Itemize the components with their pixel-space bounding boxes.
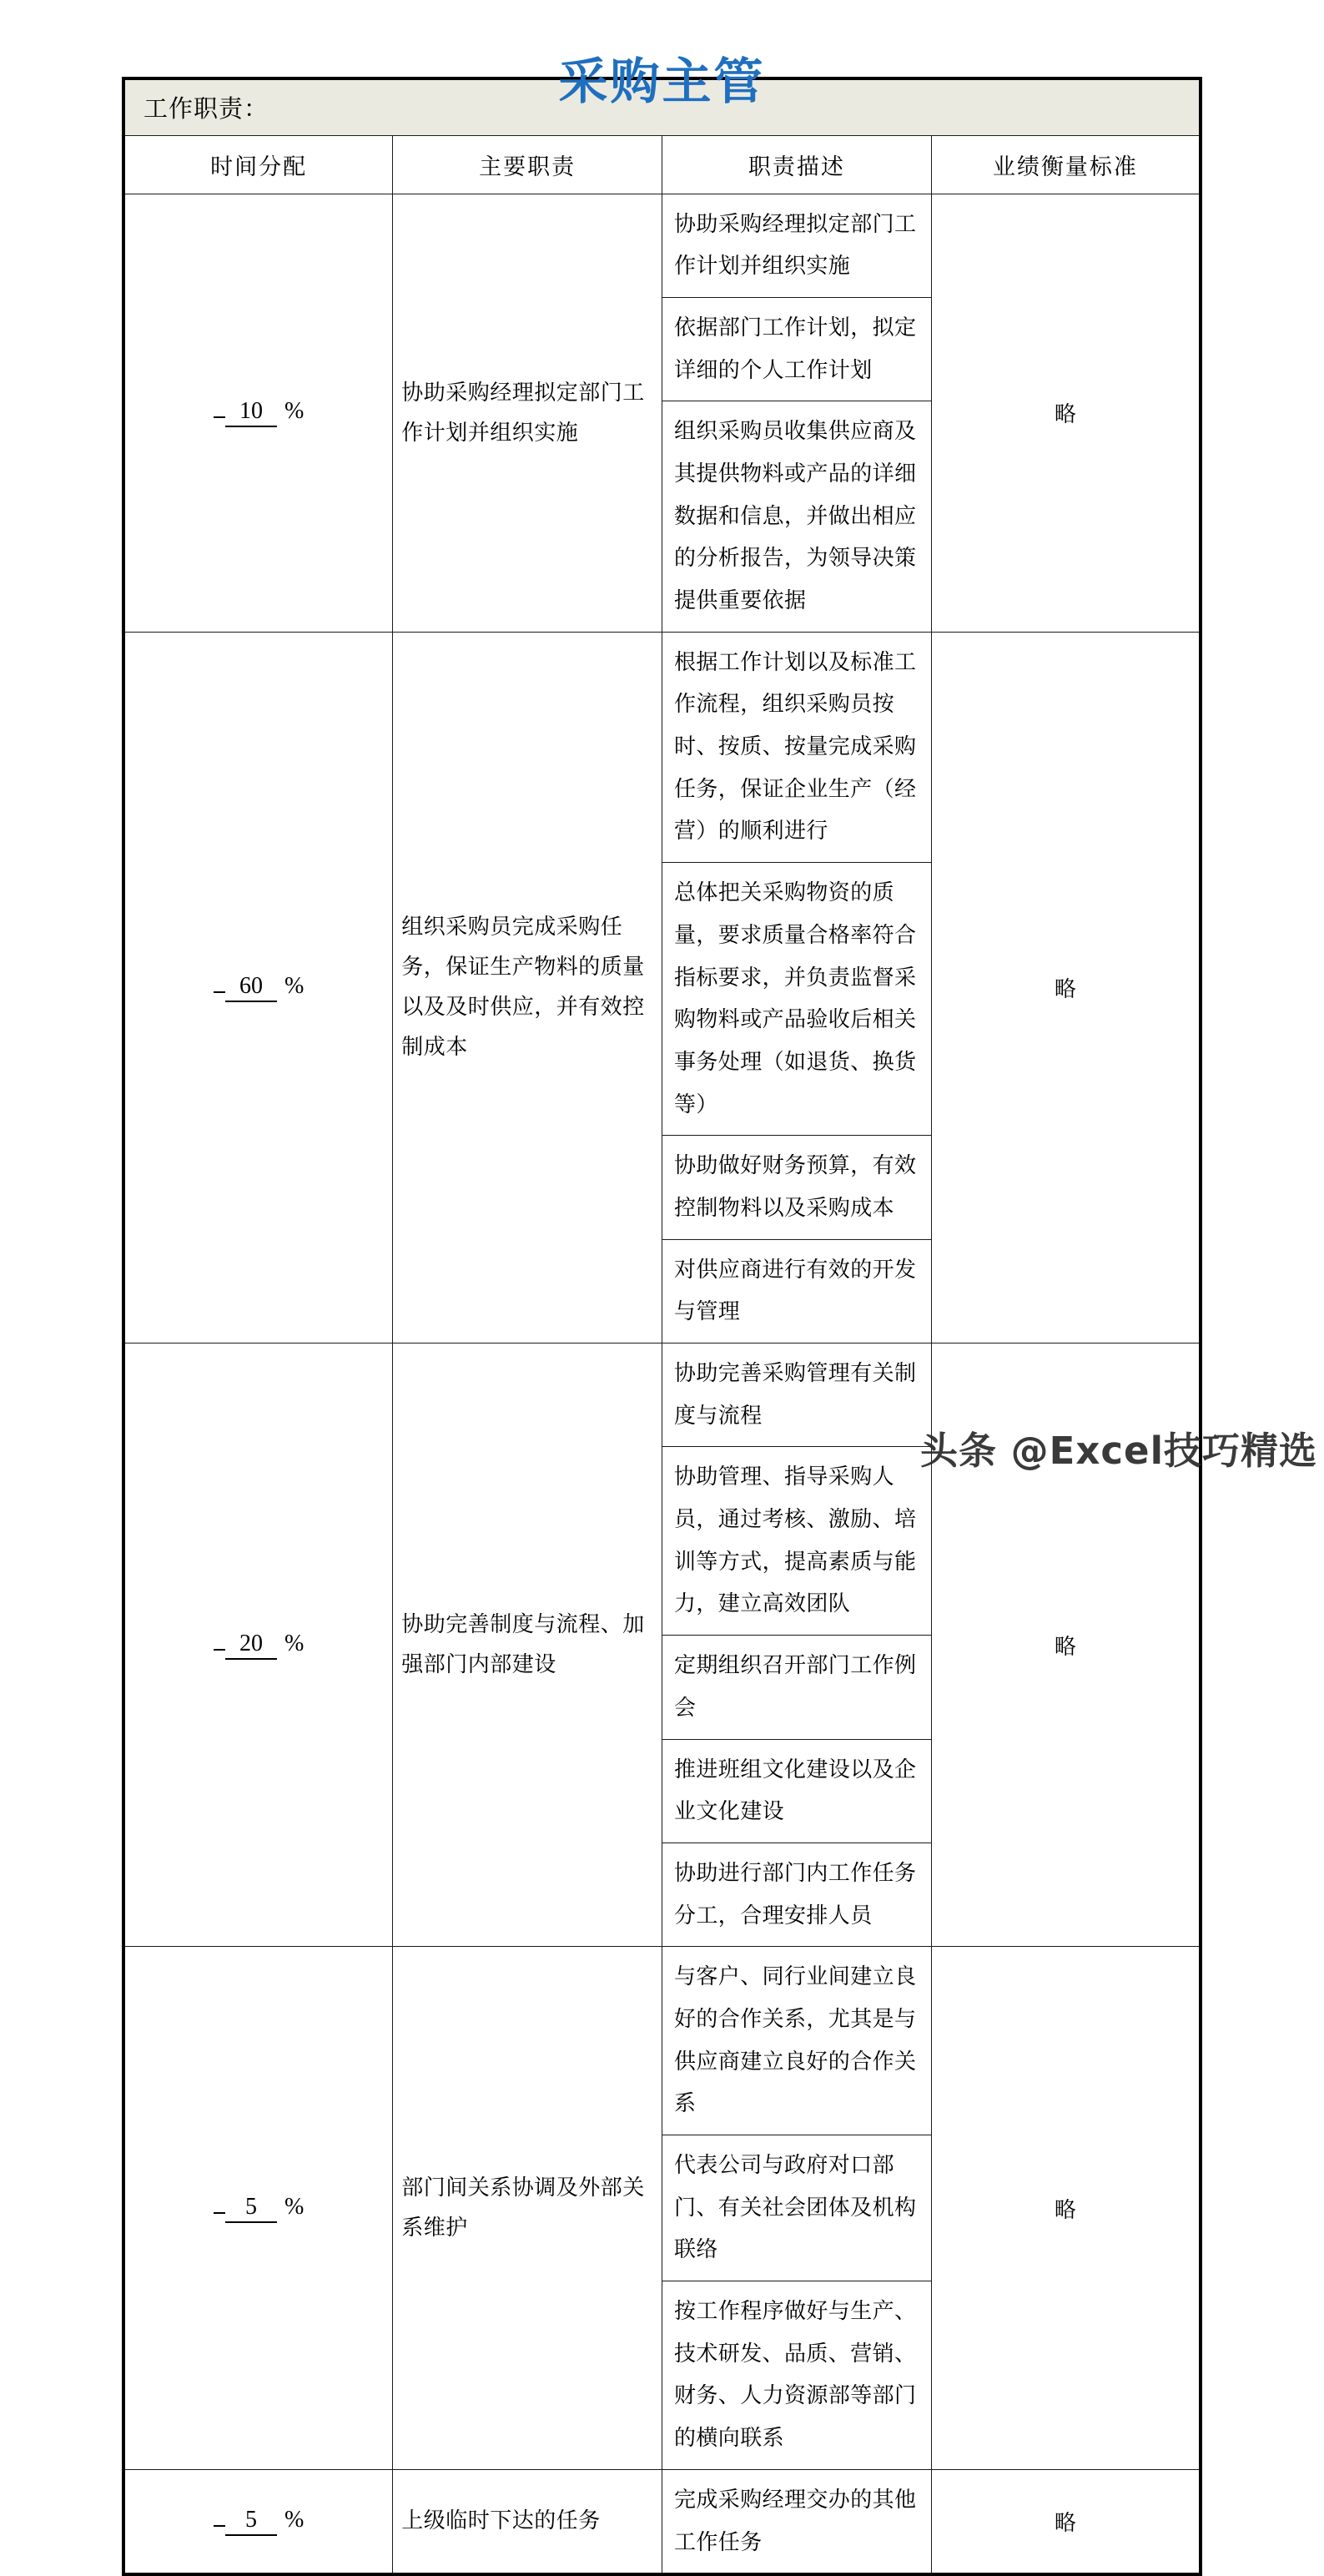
percent-symbol: %: [284, 2507, 305, 2533]
percent-symbol: %: [284, 2193, 305, 2220]
time-allocation-value: 5: [225, 2194, 277, 2223]
duty-description-row: [662, 297, 931, 401]
job-description-table: [122, 77, 1202, 2576]
duty-description-item: 总体把关采购物资的质量，要求质量合格率符合指标要求，并负责监督采购物料或产品验收后相关事务处理（如退货、换货等）: [662, 863, 931, 1136]
duty-description-row: [662, 2470, 931, 2573]
duty-description-list: [662, 1947, 931, 2469]
duty-description-row: [662, 1947, 931, 2135]
watermark: 头条 @Excel技巧精选: [919, 1429, 1317, 1473]
duty-description-cell: [662, 632, 932, 1343]
duty-description-item: 对供应商进行有效的开发与管理: [674, 1257, 917, 1324]
duty-description-row: [662, 1636, 931, 1739]
duty-description-item: 根据工作计划以及标准工作流程，组织采购员按时、按质、按量完成采购任务，保证企业生产（经营）的顺利进行: [662, 633, 931, 863]
page-title: 采购主管: [558, 53, 766, 110]
table-row: [123, 1343, 1201, 1947]
time-allocation-value: 60: [225, 973, 277, 1002]
duty-description-list: [662, 2470, 931, 2573]
duty-description-cell: [662, 1343, 932, 1947]
time-allocation-cell: [123, 1343, 393, 1947]
time-allocation-value: 5: [225, 2507, 277, 2536]
duty-description-row: [662, 401, 931, 632]
duty-description-item: 组织采购员收集供应商及其提供物料或产品的详细数据和信息，并做出相应的分析报告，为领导决策提供重要依据: [674, 419, 917, 612]
job-description-table-wrapper: [122, 77, 1202, 2576]
performance-measure-cell: 略: [931, 1343, 1201, 1947]
performance-measure-cell: 略: [931, 1947, 1201, 2470]
duty-description-row: [662, 1239, 931, 1343]
performance-measure-cell: 略: [931, 632, 1201, 1343]
duty-description-row: [662, 194, 931, 298]
duty-description-item: 协助进行部门内工作任务分工，合理安排人员: [674, 1860, 917, 1928]
duty-description-row: [662, 1136, 931, 1239]
percent-symbol: %: [284, 398, 305, 425]
time-allocation-cell: [123, 2469, 393, 2574]
duty-description-item: 代表公司与政府对口部门、有关社会团体及机构联络: [662, 2135, 931, 2281]
duty-description-item: 按工作程序做好与生产、技术研发、品质、营销、财务、人力资源部等部门的横向联系: [674, 2299, 917, 2451]
duty-description-row: [662, 1343, 931, 1447]
percent-symbol: %: [284, 1630, 305, 1656]
table-row: [123, 194, 1201, 632]
percent-symbol: %: [284, 972, 305, 999]
duty-description-row: [662, 633, 931, 863]
duty-description-item: 完成采购经理交办的其他工作任务: [674, 2487, 917, 2554]
table-row: [123, 632, 1201, 1343]
duty-description-item: 与客户、同行业间建立良好的合作关系，尤其是与供应商建立良好的合作关系: [662, 1947, 931, 2135]
time-allocation-rule: [214, 1649, 225, 1651]
duty-description-item: 定期组织召开部门工作例会: [662, 1636, 931, 1739]
time-allocation-rule: [214, 2525, 225, 2527]
time-allocation-value: 10: [225, 398, 277, 427]
time-allocation-rule: [214, 2212, 225, 2214]
duty-description-item: 依据部门工作计划，拟定详细的个人工作计划: [662, 297, 931, 401]
column-header-row: [123, 135, 1201, 194]
performance-measure-cell: 略: [931, 194, 1201, 632]
main-duty-cell: 部门间关系协调及外部关系维护: [393, 1947, 662, 2470]
time-allocation-rule: [214, 416, 225, 418]
duty-description-cell: [662, 2469, 932, 2574]
column-header-description: 职责描述: [662, 135, 932, 194]
main-duty-cell: 上级临时下达的任务: [393, 2469, 662, 2574]
column-header-duty: 主要职责: [393, 135, 662, 194]
duty-description-item: 协助采购经理拟定部门工作计划并组织实施: [662, 194, 931, 298]
section-band-label: 工作职责：: [123, 78, 1201, 135]
duty-description-row: [662, 863, 931, 1136]
duty-description-row: [662, 1447, 931, 1636]
duty-description-cell: [662, 194, 932, 632]
duty-description-item: 协助做好财务预算，有效控制物料以及采购成本: [662, 1136, 931, 1239]
main-duty-cell: 协助采购经理拟定部门工作计划并组织实施: [393, 194, 662, 632]
duty-description-row: [662, 2281, 931, 2469]
duty-description-item: 推进班组文化建设以及企业文化建设: [662, 1739, 931, 1843]
duty-description-row: [662, 1739, 931, 1843]
table-body: [123, 78, 1201, 2574]
time-allocation-rule: [214, 991, 225, 993]
duty-description-list: [662, 194, 931, 632]
column-header-kpi: 业绩衡量标准: [931, 135, 1201, 194]
duty-description-list: [662, 1343, 931, 1946]
time-allocation-cell: [123, 194, 393, 632]
table-row: [123, 1947, 1201, 2470]
duty-description-list: [662, 633, 931, 1343]
duty-description-row: [662, 1843, 931, 1946]
duty-description-item: 协助完善采购管理有关制度与流程: [662, 1343, 931, 1447]
duty-description-item: 协助管理、指导采购人员，通过考核、激励、培训等方式，提高素质与能力，建立高效团队: [662, 1447, 931, 1636]
duty-description-cell: [662, 1947, 932, 2470]
main-duty-cell: 组织采购员完成采购任务，保证生产物料的质量以及及时供应，并有效控制成本: [393, 632, 662, 1343]
main-duty-cell: 协助完善制度与流程、加强部门内部建设: [393, 1343, 662, 1947]
time-allocation-value: 20: [225, 1631, 277, 1660]
duty-description-row: [662, 2135, 931, 2281]
table-row: [123, 2469, 1201, 2574]
time-allocation-cell: [123, 632, 393, 1343]
time-allocation-cell: [123, 1947, 393, 2470]
performance-measure-cell: 略: [931, 2469, 1201, 2574]
column-header-time: 时间分配: [123, 135, 393, 194]
